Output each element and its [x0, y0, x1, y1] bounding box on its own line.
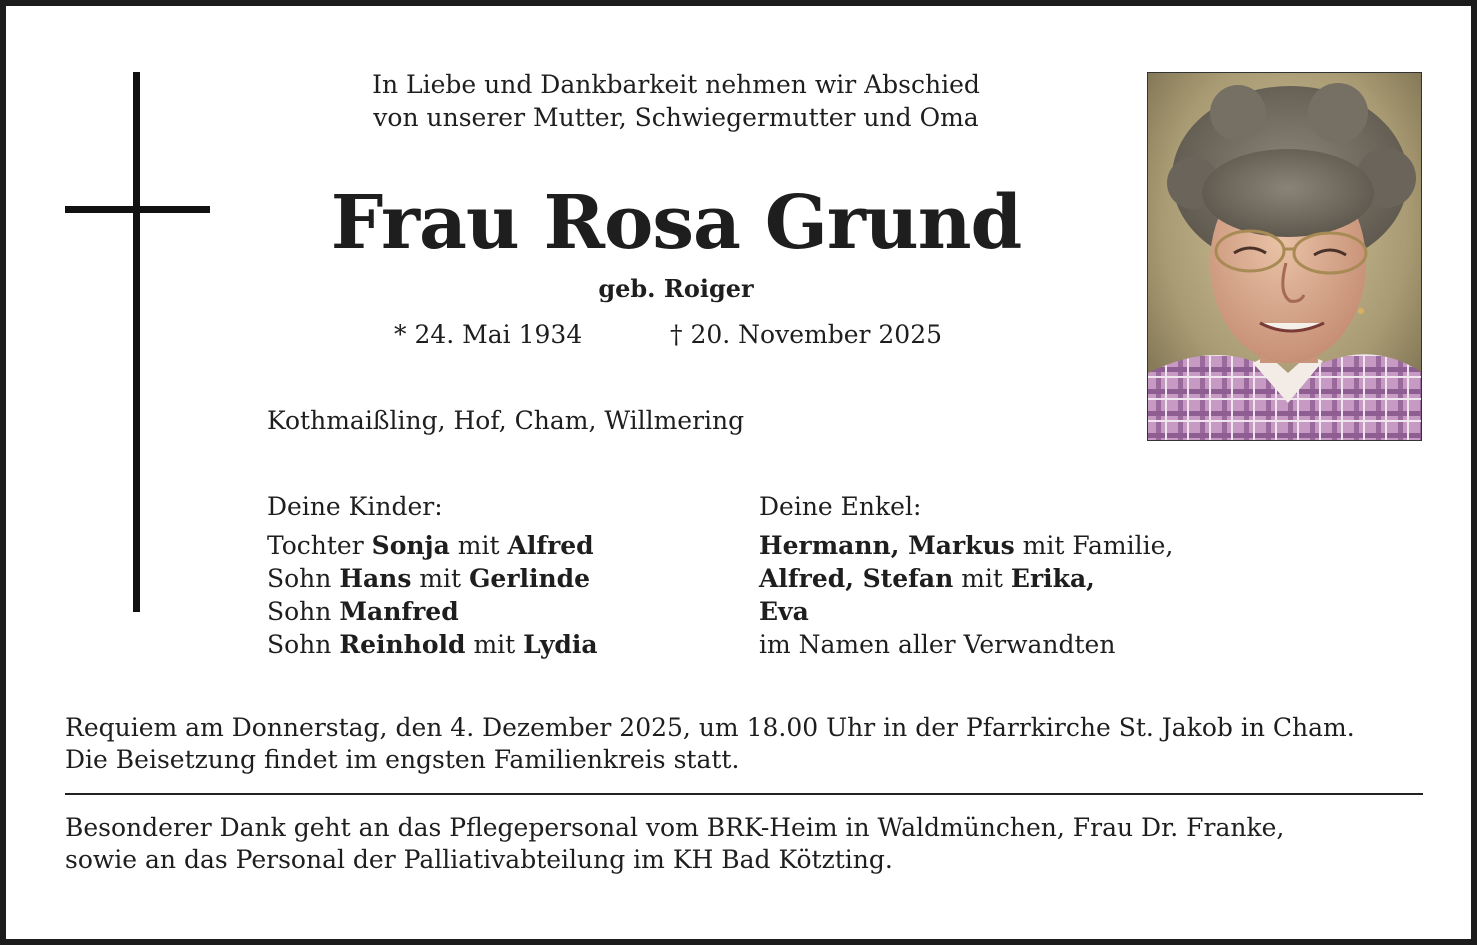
child-name: Manfred — [339, 597, 459, 626]
grandchildren-heading: Deine Enkel: — [759, 492, 922, 521]
list-item — [267, 562, 598, 595]
thanks-line-2: sowie an das Personal der Palliativabteilung im KH Bad Kötzting. — [65, 845, 893, 874]
partner-name: Erika, — [1010, 564, 1095, 593]
connector: mit — [411, 564, 470, 593]
maiden-name: geb. Roiger — [598, 274, 754, 303]
cross-icon — [133, 72, 140, 612]
places-line: Kothmaißling, Hof, Cham, Willmering — [267, 406, 745, 435]
portrait-image — [1148, 73, 1422, 441]
list-item — [759, 529, 1173, 562]
list-item: im Namen aller Verwandten — [759, 630, 1116, 659]
thanks-line-1: Besonderer Dank geht an das Pflegepersonal vom BRK-Heim in Waldmünchen, Frau Dr. Franke, — [65, 813, 1285, 842]
relation-label: Sohn — [267, 597, 340, 626]
partner-name: Alfred — [507, 531, 594, 560]
list-item — [267, 595, 598, 628]
thanks-text — [65, 812, 1435, 876]
divider — [65, 793, 1423, 795]
list-item — [759, 562, 1173, 595]
requiem-line-1: Requiem am Donnerstag, den 4. Dezember 2025, um 18.00 Uhr in der Pfarrkirche St. Jakob in Cham. — [65, 713, 1355, 742]
cross-icon-bar — [65, 206, 210, 213]
child-name: Hans — [339, 564, 412, 593]
grandchild-names: Hermann, Markus — [759, 531, 1015, 560]
connector: mit — [465, 630, 524, 659]
portrait-photo — [1147, 72, 1422, 441]
list-item — [759, 595, 1173, 628]
connector: mit — [953, 564, 1011, 593]
grandchild-names: Alfred, Stefan — [759, 564, 954, 593]
grandchildren-list — [759, 490, 1173, 661]
child-name: Reinhold — [339, 630, 466, 659]
list-item — [267, 628, 598, 661]
grandchild-names: Eva — [759, 597, 809, 626]
intro-text — [256, 68, 1096, 134]
deceased-name: Frau Rosa Grund — [330, 180, 1022, 266]
intro-line-1: In Liebe und Dankbarkeit nehmen wir Abschied — [372, 70, 980, 99]
children-heading: Deine Kinder: — [267, 492, 443, 521]
partner-name: Gerlinde — [469, 564, 591, 593]
relation-label: Sohn — [267, 630, 340, 659]
relation-label: Tochter — [267, 531, 372, 560]
partner-name: Lydia — [523, 630, 598, 659]
relation-label: Sohn — [267, 564, 340, 593]
death-date: † 20. November 2025 — [670, 320, 943, 349]
children-list — [267, 490, 598, 661]
connector: mit Familie, — [1014, 531, 1174, 560]
child-name: Sonja — [371, 531, 450, 560]
intro-line-2: von unserer Mutter, Schwiegermutter und Oma — [373, 103, 979, 132]
connector: mit — [449, 531, 508, 560]
birth-date: * 24. Mai 1934 — [394, 320, 583, 349]
requiem-line-2: Die Beisetzung findet im engsten Familienkreis statt. — [65, 745, 740, 774]
list-item — [267, 529, 598, 562]
requiem-info — [65, 712, 1435, 776]
